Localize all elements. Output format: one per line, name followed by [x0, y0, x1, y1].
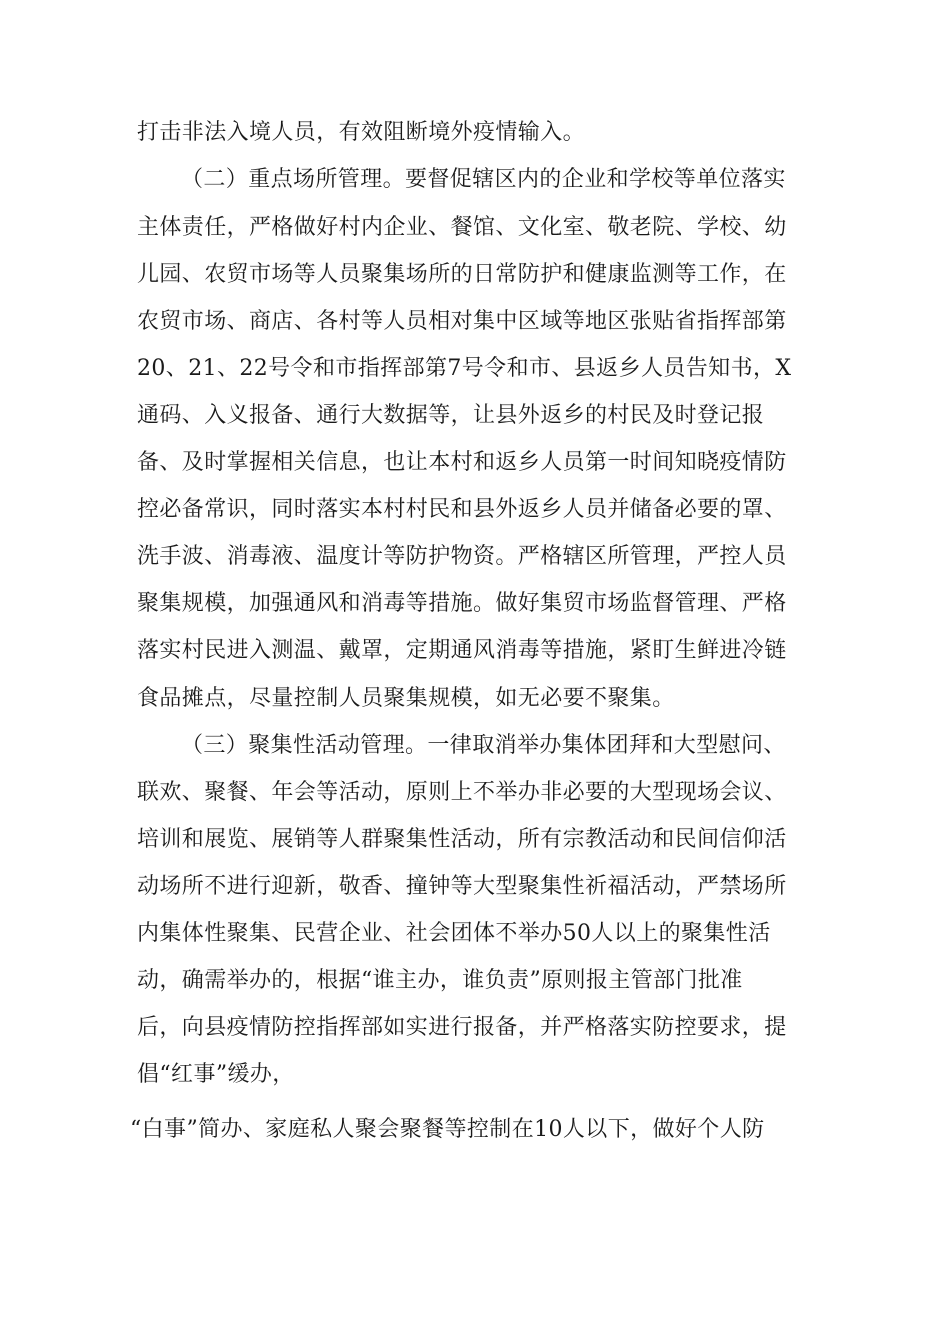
text-line: 20、21、22号令和市指挥部第7号令和市、县返乡人员告知书，X [137, 356, 792, 381]
text-line: 倡“红事”缓办， [137, 1062, 295, 1087]
text-line: 联欢、聚餐、年会等活动，原则上不举办非必要的大型现场会议、 [137, 780, 787, 805]
text-line: 通码、入义报备、通行大数据等，让县外返乡的村民及时登记报 [137, 403, 765, 428]
text-line: 洗手波、消毒液、温度计等防护物资。严格辖区所管理，严控人员 [137, 544, 787, 569]
text-line: 内集体性聚集、民营企业、社会团体不举办50人以上的聚集性活 [137, 921, 771, 946]
text-line: （二）重点场所管理。要督促辖区内的企业和学校等单位落实 [181, 167, 786, 192]
text-line: 主体责任，严格做好村内企业、餐馆、文化室、敬老院、学校、幼 [137, 215, 787, 240]
text-line: 食品摊点，尽量控制人员聚集规模，如无必要不聚集。 [137, 686, 675, 711]
text-line: 后，向县疫情防控指挥部如实进行报备，并严格落实防控要求，提 [137, 1015, 787, 1040]
text-line: 动场所不进行迎新，敬香、撞钟等大型聚集性祈福活动，严禁场所 [137, 874, 787, 899]
text-line: 农贸市场、商店、各村等人员相对集中区域等地区张贴省指挥部第 [137, 309, 787, 334]
text-line: 备、及时掌握相关信息，也让本村和返乡人员第一时间知晓疫情防 [137, 450, 787, 475]
text-line: 落实村民进入测温、戴罩，定期通风消毒等措施，紧盯生鲜进冷链 [137, 638, 787, 663]
text-line: 控必备常识，同时落实本村村民和县外返乡人员并储备必要的罩、 [137, 497, 787, 522]
text-line: 打击非法入境人员，有效阻断境外疫情输入。 [137, 120, 586, 145]
text-line: 动，确需举办的，根据“谁主办，谁负责”原则报主管部门批准 [137, 968, 743, 993]
text-line: 聚集规模，加强通风和消毒等措施。做好集贸市场监督管理、严格 [137, 591, 787, 616]
text-line: “白事”简办、家庭私人聚会聚餐等控制在10人以下，做好个人防 [130, 1117, 765, 1142]
text-line: （三）聚集性活动管理。一律取消举办集体团拜和大型慰问、 [181, 733, 786, 758]
text-line: 儿园、农贸市场等人员聚集场所的日常防护和健康监测等工作，在 [137, 262, 787, 287]
text-line: 培训和展览、展销等人群聚集性活动，所有宗教活动和民间信仰活 [137, 827, 787, 852]
